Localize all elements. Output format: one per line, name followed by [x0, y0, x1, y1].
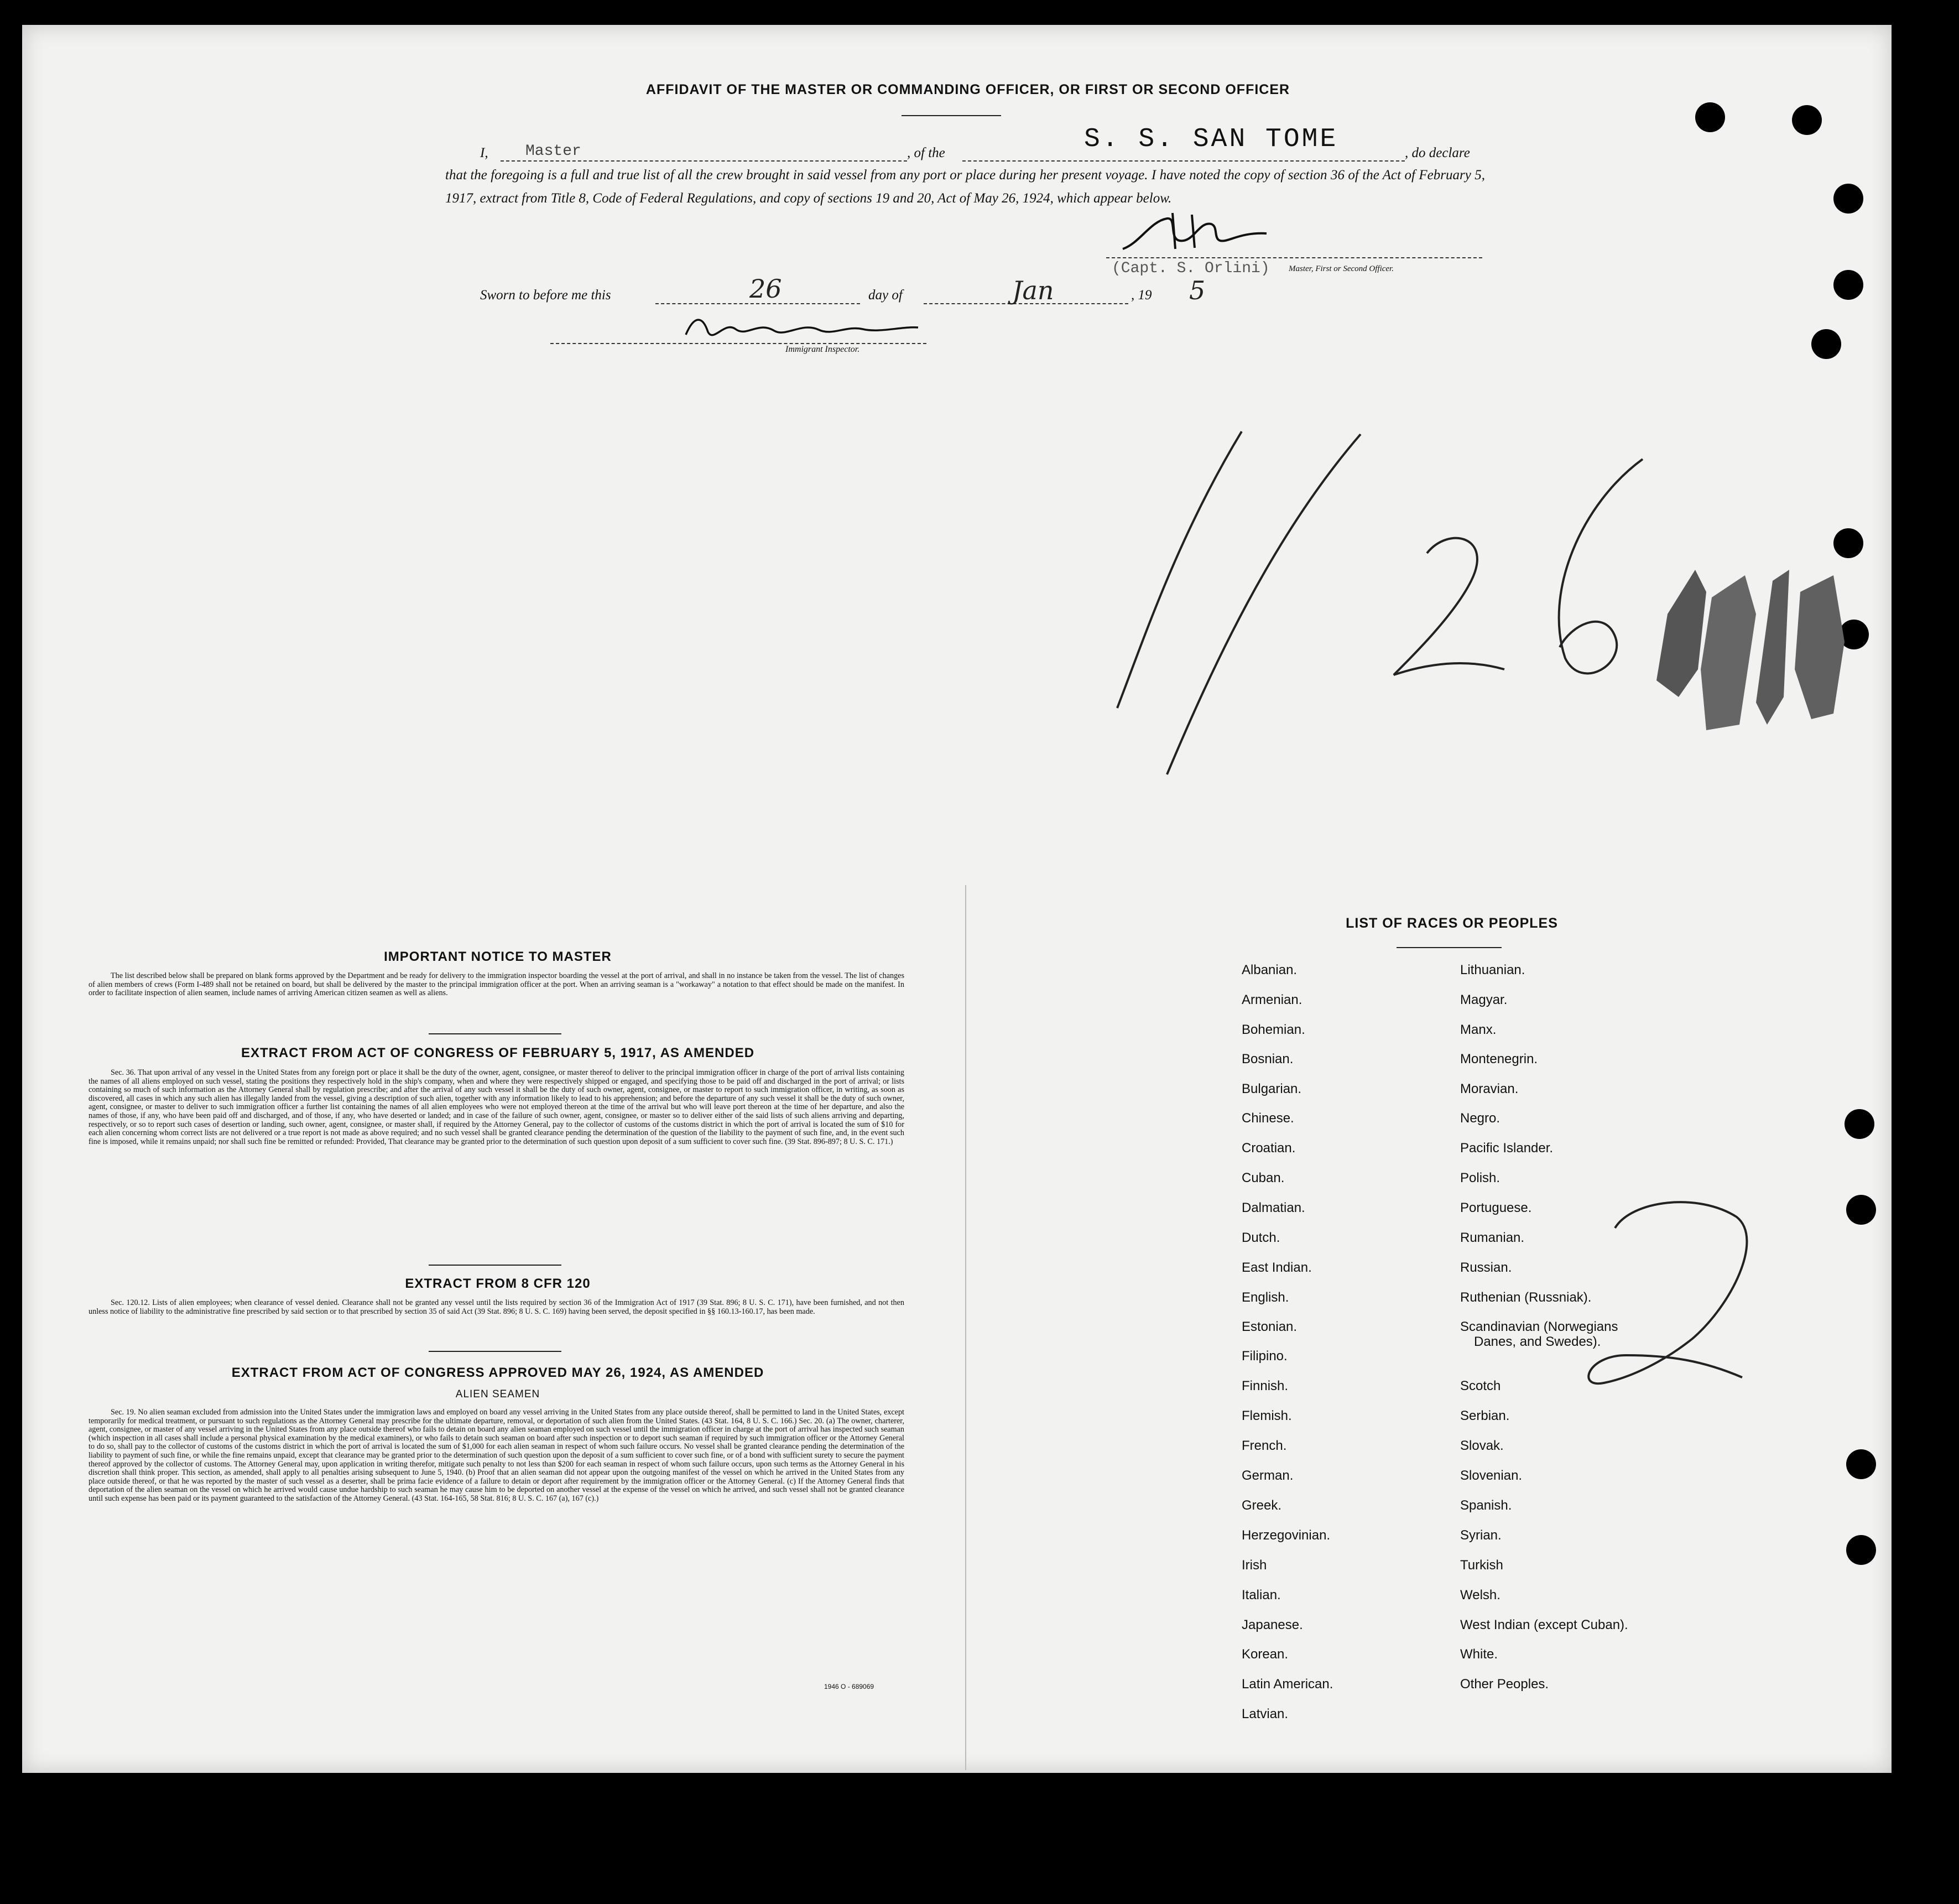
- inspector-label: Immigrant Inspector.: [785, 345, 860, 354]
- punch-hole: [1792, 105, 1822, 135]
- race-item: Spanish.: [1460, 1498, 1512, 1513]
- race-item: Latin American.: [1242, 1677, 1333, 1692]
- divider: [902, 115, 1001, 116]
- race-item: West Indian (except Cuban).: [1460, 1617, 1628, 1632]
- race-item: Finnish.: [1242, 1378, 1289, 1393]
- divider: [429, 1351, 561, 1352]
- race-item: Russian.: [1460, 1260, 1512, 1275]
- punch-hole: [1833, 270, 1863, 300]
- race-item: English.: [1242, 1290, 1289, 1305]
- punch-hole: [1846, 1535, 1876, 1565]
- race-item: Chinese.: [1242, 1111, 1294, 1126]
- race-item: Japanese.: [1242, 1617, 1303, 1632]
- race-item: Estonian.: [1242, 1319, 1298, 1334]
- race-item: Manx.: [1460, 1022, 1497, 1037]
- race-item: Korean.: [1242, 1647, 1289, 1662]
- affidavit-body: that the foregoing is a full and true list of all the crew brought in said vessel from any port or place during her present voyage. I have noted the copy of section 36 of the Act of February 5, 1917, extract from Title 8, Code of Federal Regulations, and copy of sections 19 and 20, Act of May 26, 1924, which appear below.: [445, 168, 1485, 206]
- handwritten-number: [1576, 1195, 1759, 1405]
- divider: [429, 1265, 561, 1266]
- do-declare-label: , do declare: [1405, 145, 1470, 160]
- race-item: French.: [1242, 1438, 1287, 1453]
- divider: [429, 1033, 561, 1034]
- extract-1924-subtitle: ALIEN SEAMEN: [455, 1388, 540, 1400]
- race-item: Polish.: [1460, 1171, 1500, 1185]
- sworn-month: Jan: [1012, 275, 1054, 305]
- divider: [1397, 947, 1502, 948]
- race-item: Flemish.: [1242, 1408, 1292, 1423]
- extract-1917-text: Sec. 36. That upon arrival of any vessel in the United States from any foreign port or place it shall be the duty of the owner, agent, consignee, or master thereof to deliver to the principal immigration officer in charge of the port of arrival lists containing the names of all aliens employed on such vessel, stating the positions they respectively hold in the ship's company, when and where they were respectively shipped or engaged, and specifying those to be paid off and discharged in the port of arrival; or lists containing so much of such information as the Attorney General shall by regulation prescribe; and after the arrival of any such vessel it shall be the duty of such owner, agent, consignee, or master to report to such immigration officer, in writing, as soon as discovered, all cases in which any such alien has illegally landed from the vessel, giving a description of such alien, together with any information likely to lead to his apprehension; and before the departure of any such vessel it shall be the duty of such owner, agent, consignee, or master to deliver to such immigration officer a further list containing the names of all alien employees who were not employed thereon at the time of the arrival but who will leave port thereon at the time of her departure, and also the names of those, if any, who have been paid off and discharged, and of those, if any, who have deserted or landed; and in case of the failure of such owner, agent, consignee, or master so to deliver either of the said lists of such aliens arriving and departing, respectively, or so to report such cases of desertion or landing, such owner, agent, consignee, or master shall, if required by the Attorney General, pay to the collector of customs of the customs district in which the port of arrival is located the sum of $10 for each alien concerning whom correct lists are not delivered or a true report is not made as above required; and no such vessel shall be granted clearance pending the determination of the question of the liability to the payment of such fine, and, in the event such fine is imposed, while it remains unpaid; nor shall such fine be remitted or refunded: Provided, That clearance may be granted prior to the determination of such question upon deposit of a sum sufficient to cover such fine. (39 Stat. 896-897; 8 U. S. C. 171.): [88, 1068, 904, 1146]
- extract-8cfr-text: Sec. 120.12. Lists of alien employees; when clearance of vessel denied. Clearance shall not be granted any vessel until the lists required by section 36 of the Immigration Act of 1917 (39 Stat. 896; 8 U. S. C. 171), have been furnished, and not then unless notice of liability to the administrative fine prescribed by said section or to that prescribed by section 35 of said Act (39 Stat. 896; 8 U. S. C. 169) having been served, the deposit specified in §§ 160.13-160.17, has been made.: [88, 1298, 904, 1316]
- seal-fragment: [1645, 559, 1856, 741]
- print-code: 1946 O - 689069: [824, 1683, 874, 1690]
- year-prefix: , 19: [1131, 288, 1152, 303]
- of-the-label: , of the: [907, 145, 945, 160]
- race-item: Rumanian.: [1460, 1230, 1525, 1245]
- race-item: Danes, and Swedes).: [1474, 1334, 1601, 1349]
- race-item: Magyar.: [1460, 992, 1508, 1007]
- race-item: Slovenian.: [1460, 1468, 1523, 1483]
- race-item: Lithuanian.: [1460, 963, 1525, 977]
- affidavit-i: I,: [480, 145, 488, 160]
- vessel-underline: [962, 160, 1405, 162]
- master-signature: [1117, 210, 1272, 260]
- extract-1924-title: EXTRACT FROM ACT OF CONGRESS APPROVED MAY 26, 1924, AS AMENDED: [231, 1365, 764, 1380]
- race-item: Ruthenian (Russniak).: [1460, 1290, 1592, 1305]
- signer-role-text: Master, First or Second Officer.: [1289, 264, 1394, 273]
- sworn-year: 5: [1189, 275, 1206, 305]
- race-item: Scandinavian (Norwegians: [1460, 1319, 1618, 1334]
- race-item: Negro.: [1460, 1111, 1500, 1126]
- race-item: Serbian.: [1460, 1408, 1510, 1423]
- race-item: Albanian.: [1242, 963, 1298, 977]
- punch-hole: [1846, 1449, 1876, 1479]
- affidavit-title: AFFIDAVIT OF THE MASTER OR COMMANDING OFFICER, OR FIRST OR SECOND OFFICER: [645, 82, 1290, 97]
- punch-hole: [1833, 184, 1863, 214]
- vessel-name: S. S. SAN TOME: [1084, 124, 1338, 154]
- extract-8cfr-title: EXTRACT FROM 8 CFR 120: [405, 1276, 591, 1291]
- race-item: Herzegovinian.: [1242, 1528, 1331, 1543]
- notice-text: The list described below shall be prepared on blank forms approved by the Department and be ready for delivery to the immigration inspector boarding the vessel at the port of arrival, and shall in no instance be taken from the vessel. The list of changes of alien members of crews (Form I-489 shall not be retained on board, but shall be delivered by the master to the principal immigration officer at the port. When an arriving seaman is a "workaway" a notation to that effect should be made on the manifest. In order to facilitate inspection of alien seamen, include names of arriving American citizen seamen as well as aliens.: [88, 971, 904, 998]
- race-item: Pacific Islander.: [1460, 1141, 1554, 1156]
- inspector-underline: [550, 343, 926, 344]
- handwritten-annotation: [1084, 426, 1659, 780]
- signer-role: [1289, 264, 1394, 274]
- punch-hole: [1846, 1195, 1876, 1225]
- race-item: White.: [1460, 1647, 1498, 1662]
- race-item: Filipino.: [1242, 1349, 1288, 1364]
- fold-line: [965, 885, 966, 1770]
- race-item: Montenegrin.: [1460, 1052, 1538, 1067]
- race-item: Portuguese.: [1460, 1200, 1532, 1215]
- race-item: Croatian.: [1242, 1141, 1296, 1156]
- rank-underline: [501, 160, 907, 162]
- captain-name: (Capt. S. Orlini): [1112, 260, 1270, 277]
- punch-hole: [1845, 1109, 1874, 1139]
- races-title: LIST OF RACES OR PEOPLES: [1346, 915, 1558, 931]
- sworn-label: Sworn to before me this: [480, 288, 611, 303]
- race-item: Dalmatian.: [1242, 1200, 1305, 1215]
- notice-title: IMPORTANT NOTICE TO MASTER: [384, 949, 612, 964]
- signature-underline: [1106, 257, 1482, 258]
- race-item: East Indian.: [1242, 1260, 1312, 1275]
- race-item: Bohemian.: [1242, 1022, 1305, 1037]
- race-item: Scotch: [1460, 1378, 1501, 1393]
- document-page: [22, 25, 1892, 1773]
- race-item: Armenian.: [1242, 992, 1302, 1007]
- race-item: Other Peoples.: [1460, 1677, 1549, 1692]
- extract-1917-title: EXTRACT FROM ACT OF CONGRESS OF FEBRUARY 5, 1917, AS AMENDED: [241, 1045, 755, 1060]
- race-item: Syrian.: [1460, 1528, 1502, 1543]
- race-item: Cuban.: [1242, 1171, 1285, 1185]
- race-item: Turkish: [1460, 1558, 1503, 1573]
- race-item: Moravian.: [1460, 1081, 1519, 1096]
- race-item: Greek.: [1242, 1498, 1282, 1513]
- race-item: Bulgarian.: [1242, 1081, 1302, 1096]
- punch-hole: [1811, 329, 1841, 359]
- race-item: Welsh.: [1460, 1588, 1500, 1603]
- race-item: Italian.: [1242, 1588, 1281, 1603]
- race-item: German.: [1242, 1468, 1294, 1483]
- race-item: Latvian.: [1242, 1707, 1289, 1721]
- rank-field: Master: [525, 143, 581, 160]
- race-item: Slovak.: [1460, 1438, 1504, 1453]
- day-of-label: day of: [868, 288, 903, 303]
- punch-hole: [1833, 528, 1863, 558]
- race-item: Irish: [1242, 1558, 1267, 1573]
- race-item: Bosnian.: [1242, 1052, 1294, 1067]
- sworn-day: 26: [749, 274, 782, 304]
- extract-1924-text: Sec. 19. No alien seaman excluded from admission into the United States under the immigration laws and employed on board any vessel arriving in the United States from any place outside thereof, shall be permitted to land in the United States, except temporarily for medical treatment, or pursuant to such regulations as the Attorney General may prescribe for the ultimate departure, removal, or deportation of such alien from the United States. (43 Stat. 164, 8 U. S. C. 166.) Sec. 20. (a) The owner, charterer, agent, consignee, or master of any vessel arriving in the United States from any place outside thereof who fails to detain on board any alien seaman employed on such vessel until the immigration officer in charge at the port of arrival has inspected such seaman (which inspection in all cases shall include a personal physical examination by the medical examiners), or who fails to detain such seaman on board after such inspection or to deport such seaman if required by such immigration officer or the Attorney General to do so, shall pay to the collector of customs of the customs district in which the port of arrival is located the sum of $1,000 for each alien seaman in respect of whom such failure occurs. No vessel shall be granted clearance pending the determination of the liability to payment of such fine, or while the fine remains unpaid, except that clearance may be granted prior to the determination of such question upon the deposit of a sum sufficient to cover such fine, or of a bond with sufficient surety to secure the payment thereof approved by the collector of customs. The Attorney General may, upon application in writing therefor, mitigate such penalty to not less than $200 for each seaman in respect of whom such failure occurs, upon such terms as the Attorney General in his discretion shall think proper. This section, as amended, shall apply to all penalties arising subsequent to June 5, 1940. (b) Proof that an alien seaman did not appear upon the outgoing manifest of the vessel on which he arrived in the United States from any place outside thereof, or that he was reported by the master of such vessel as a deserter, shall be prima facie evidence of a failure to detain or deport after requirement by the immigration officer or the Attorney General. (c) If the Attorney General finds that deportation of the alien seaman on the vessel on which he arrived would cause undue hardship to such seaman he may cause him to be deported on another vessel at the expense of the vessel on which he arrived, and such vessel shall not be granted clearance until such expense has been paid or its payment guaranteed to the satisfaction of the Attorney General. (43 Stat. 164-165, 58 Stat. 816; 8 U. S. C. 167 (a), 167 (c).): [88, 1408, 904, 1503]
- punch-hole: [1695, 102, 1725, 132]
- race-item: Dutch.: [1242, 1230, 1280, 1245]
